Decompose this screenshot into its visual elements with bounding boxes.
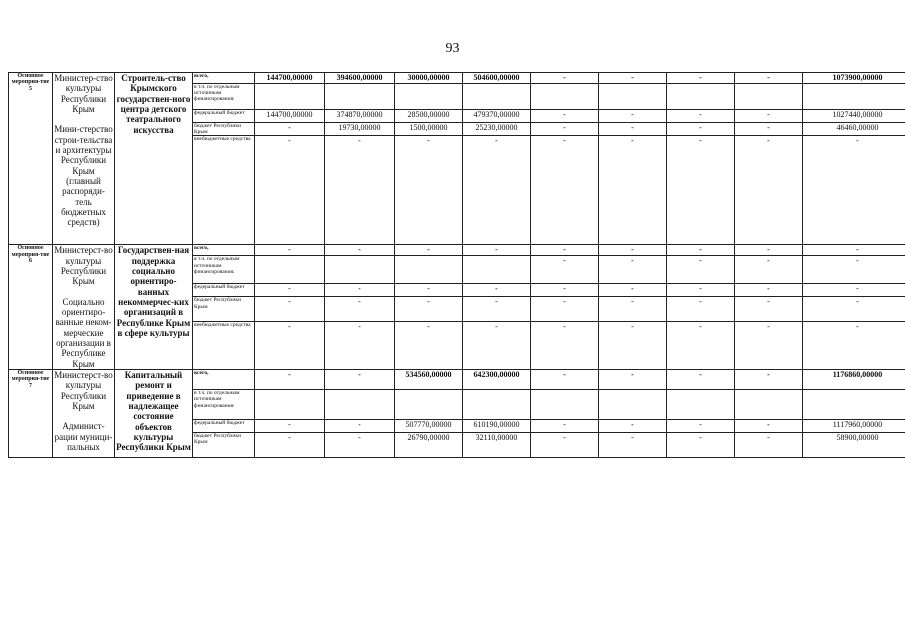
value-cell: - xyxy=(803,245,905,256)
value-cell: - xyxy=(325,420,395,433)
value-cell: - xyxy=(463,136,531,245)
value-cell: - xyxy=(395,321,463,369)
value-cell xyxy=(803,83,905,109)
value-cell xyxy=(531,390,599,420)
value-cell: - xyxy=(531,321,599,369)
value-cell: - xyxy=(395,245,463,256)
funding-source-cell: в т.ч. по отдельным источникам финансирования: xyxy=(193,390,255,420)
value-cell: - xyxy=(735,109,803,122)
value-cell: - xyxy=(667,297,735,321)
value-cell: - xyxy=(667,256,735,283)
funding-source-cell: всего, xyxy=(193,370,255,390)
value-cell: 534560,00000 xyxy=(395,370,463,390)
value-cell: - xyxy=(531,73,599,84)
value-cell: - xyxy=(531,433,599,458)
value-cell xyxy=(667,390,735,420)
event-cell: Основное мероприя-тие 6 xyxy=(9,245,53,370)
value-cell: - xyxy=(463,283,531,297)
table-row xyxy=(9,370,905,390)
executor-cell xyxy=(53,370,115,458)
value-cell: - xyxy=(531,370,599,390)
value-cell: - xyxy=(599,321,667,369)
value-cell xyxy=(735,390,803,420)
value-cell: - xyxy=(531,256,599,283)
value-cell: - xyxy=(599,420,667,433)
value-cell: - xyxy=(735,297,803,321)
value-cell: - xyxy=(667,245,735,256)
executor-name: Министерст-во культуры Республики Крым xyxy=(54,370,113,412)
value-cell: - xyxy=(395,136,463,245)
value-cell: - xyxy=(599,283,667,297)
value-cell xyxy=(463,256,531,283)
value-cell: - xyxy=(325,433,395,458)
executor-name: Социально ориентиро-ванные неком-мерческие организации в Республике Крым xyxy=(55,296,112,369)
value-cell xyxy=(463,390,531,420)
funding-source-cell: федеральный бюджет xyxy=(193,283,255,297)
value-cell: - xyxy=(599,73,667,84)
executor-cell xyxy=(53,73,115,245)
funding-source-cell: внебюджетные средства xyxy=(193,136,255,245)
value-cell: - xyxy=(255,136,325,245)
funding-source-cell: в т.ч. по отдельным источникам финансирования: xyxy=(193,83,255,109)
value-cell: - xyxy=(735,122,803,136)
funding-source-cell: бюджет Республики Крым xyxy=(193,122,255,136)
value-cell: - xyxy=(531,420,599,433)
value-cell: - xyxy=(735,245,803,256)
value-cell: - xyxy=(325,370,395,390)
value-cell xyxy=(531,83,599,109)
executor-name: Мини-стерство строи-тельства и архитектуры Республики Крым (главный распоряди-тель бюджетных средств) xyxy=(54,124,113,228)
value-cell: - xyxy=(463,321,531,369)
value-cell: - xyxy=(667,122,735,136)
value-cell: - xyxy=(667,321,735,369)
value-cell xyxy=(667,83,735,109)
value-cell: 32110,00000 xyxy=(463,433,531,458)
value-cell: - xyxy=(325,321,395,369)
value-cell xyxy=(255,390,325,420)
value-cell: - xyxy=(667,420,735,433)
value-cell: - xyxy=(599,433,667,458)
value-cell: - xyxy=(255,321,325,369)
value-cell xyxy=(325,256,395,283)
value-cell xyxy=(735,83,803,109)
value-cell: 1176860,00000 xyxy=(803,370,905,390)
funding-source-cell: всего, xyxy=(193,73,255,84)
funding-source-cell: в т.ч. по отдельным источникам финансирования: xyxy=(193,256,255,283)
value-cell xyxy=(325,83,395,109)
value-cell: 30000,00000 xyxy=(395,73,463,84)
value-cell: 374870,00000 xyxy=(325,109,395,122)
value-cell: - xyxy=(735,321,803,369)
value-cell: - xyxy=(463,245,531,256)
value-cell: - xyxy=(255,370,325,390)
value-cell xyxy=(255,83,325,109)
value-cell: 394600,00000 xyxy=(325,73,395,84)
value-cell xyxy=(325,390,395,420)
value-cell: - xyxy=(325,245,395,256)
value-cell: - xyxy=(735,433,803,458)
value-cell: - xyxy=(667,109,735,122)
executor-name: Админист-рации муници-пальных xyxy=(54,421,113,453)
value-cell: - xyxy=(531,122,599,136)
value-cell xyxy=(803,390,905,420)
value-cell: - xyxy=(667,370,735,390)
value-cell: - xyxy=(599,370,667,390)
value-cell xyxy=(395,256,463,283)
value-cell: - xyxy=(667,283,735,297)
value-cell: 46460,00000 xyxy=(803,122,905,136)
event-cell: Основное мероприя-тие 7 xyxy=(9,370,53,458)
value-cell: 25230,00000 xyxy=(463,122,531,136)
value-cell: 1117960,00000 xyxy=(803,420,905,433)
table-row xyxy=(9,73,905,84)
value-cell: 479370,00000 xyxy=(463,109,531,122)
funding-source-cell: федеральный бюджет xyxy=(193,109,255,122)
value-cell: 19730,00000 xyxy=(325,122,395,136)
value-cell: 1073900,00000 xyxy=(803,73,905,84)
value-cell: - xyxy=(531,245,599,256)
value-cell: - xyxy=(803,283,905,297)
executor-name: Министерст-во культуры Республики Крым xyxy=(54,245,113,287)
budget-table xyxy=(8,72,905,458)
value-cell: - xyxy=(667,433,735,458)
value-cell xyxy=(395,390,463,420)
value-cell: - xyxy=(735,283,803,297)
value-cell: - xyxy=(599,245,667,256)
value-cell: 1500,00000 xyxy=(395,122,463,136)
funding-source-cell: внебюджетные средства xyxy=(193,321,255,369)
value-cell: - xyxy=(803,256,905,283)
funding-source-cell: всего, xyxy=(193,245,255,256)
value-cell: - xyxy=(255,245,325,256)
value-cell: - xyxy=(599,256,667,283)
value-cell: 642300,00000 xyxy=(463,370,531,390)
value-cell: - xyxy=(735,256,803,283)
value-cell: 28500,00000 xyxy=(395,109,463,122)
value-cell: - xyxy=(735,136,803,245)
value-cell: - xyxy=(735,420,803,433)
event-name-cell: Государствен-ная поддержка социально ориентиро-ванных некоммерчес-ких организаций в Республике Крым в сфере культуры xyxy=(115,245,193,370)
event-name-cell: Строитель-ство Крымского государствен-ного центра детского театрального искусства xyxy=(115,73,193,245)
value-cell: 504600,00000 xyxy=(463,73,531,84)
value-cell: - xyxy=(599,136,667,245)
value-cell: - xyxy=(325,297,395,321)
value-cell: - xyxy=(255,297,325,321)
value-cell xyxy=(599,83,667,109)
value-cell: - xyxy=(531,109,599,122)
value-cell: 1027440,00000 xyxy=(803,109,905,122)
value-cell xyxy=(599,390,667,420)
value-cell: - xyxy=(395,283,463,297)
value-cell: 58900,00000 xyxy=(803,433,905,458)
value-cell: - xyxy=(255,122,325,136)
event-name-cell: Капитальный ремонт и приведение в надлежащее состояние объектов культуры Республики Крым xyxy=(115,370,193,458)
value-cell: - xyxy=(735,73,803,84)
value-cell: - xyxy=(255,283,325,297)
value-cell: 144700,00000 xyxy=(255,109,325,122)
value-cell: - xyxy=(599,109,667,122)
value-cell: - xyxy=(803,297,905,321)
value-cell: - xyxy=(599,297,667,321)
event-cell: Основное мероприя-тие 5 xyxy=(9,73,53,245)
page-number: 93 xyxy=(445,41,460,56)
value-cell: - xyxy=(531,297,599,321)
value-cell: - xyxy=(255,433,325,458)
funding-source-cell: бюджет Республики Крым xyxy=(193,433,255,458)
table-row xyxy=(9,245,905,256)
executor-cell xyxy=(53,245,115,370)
value-cell: - xyxy=(735,370,803,390)
value-cell: - xyxy=(667,136,735,245)
value-cell: - xyxy=(599,122,667,136)
value-cell xyxy=(395,83,463,109)
value-cell: - xyxy=(255,420,325,433)
value-cell xyxy=(255,256,325,283)
value-cell: - xyxy=(395,297,463,321)
funding-source-cell: бюджет Республики Крым xyxy=(193,297,255,321)
value-cell: - xyxy=(531,283,599,297)
value-cell: 144700,00000 xyxy=(255,73,325,84)
value-cell: - xyxy=(667,73,735,84)
value-cell: - xyxy=(803,321,905,369)
value-cell: - xyxy=(531,136,599,245)
executor-name: Министер-ство культуры Республики Крым xyxy=(54,73,113,115)
value-cell: 26790,00000 xyxy=(395,433,463,458)
value-cell: - xyxy=(325,136,395,245)
value-cell xyxy=(463,83,531,109)
funding-source-cell: федеральный бюджет xyxy=(193,420,255,433)
value-cell: 610190,00000 xyxy=(463,420,531,433)
value-cell: 507770,00000 xyxy=(395,420,463,433)
value-cell: - xyxy=(325,283,395,297)
value-cell: - xyxy=(463,297,531,321)
value-cell: - xyxy=(803,136,905,245)
